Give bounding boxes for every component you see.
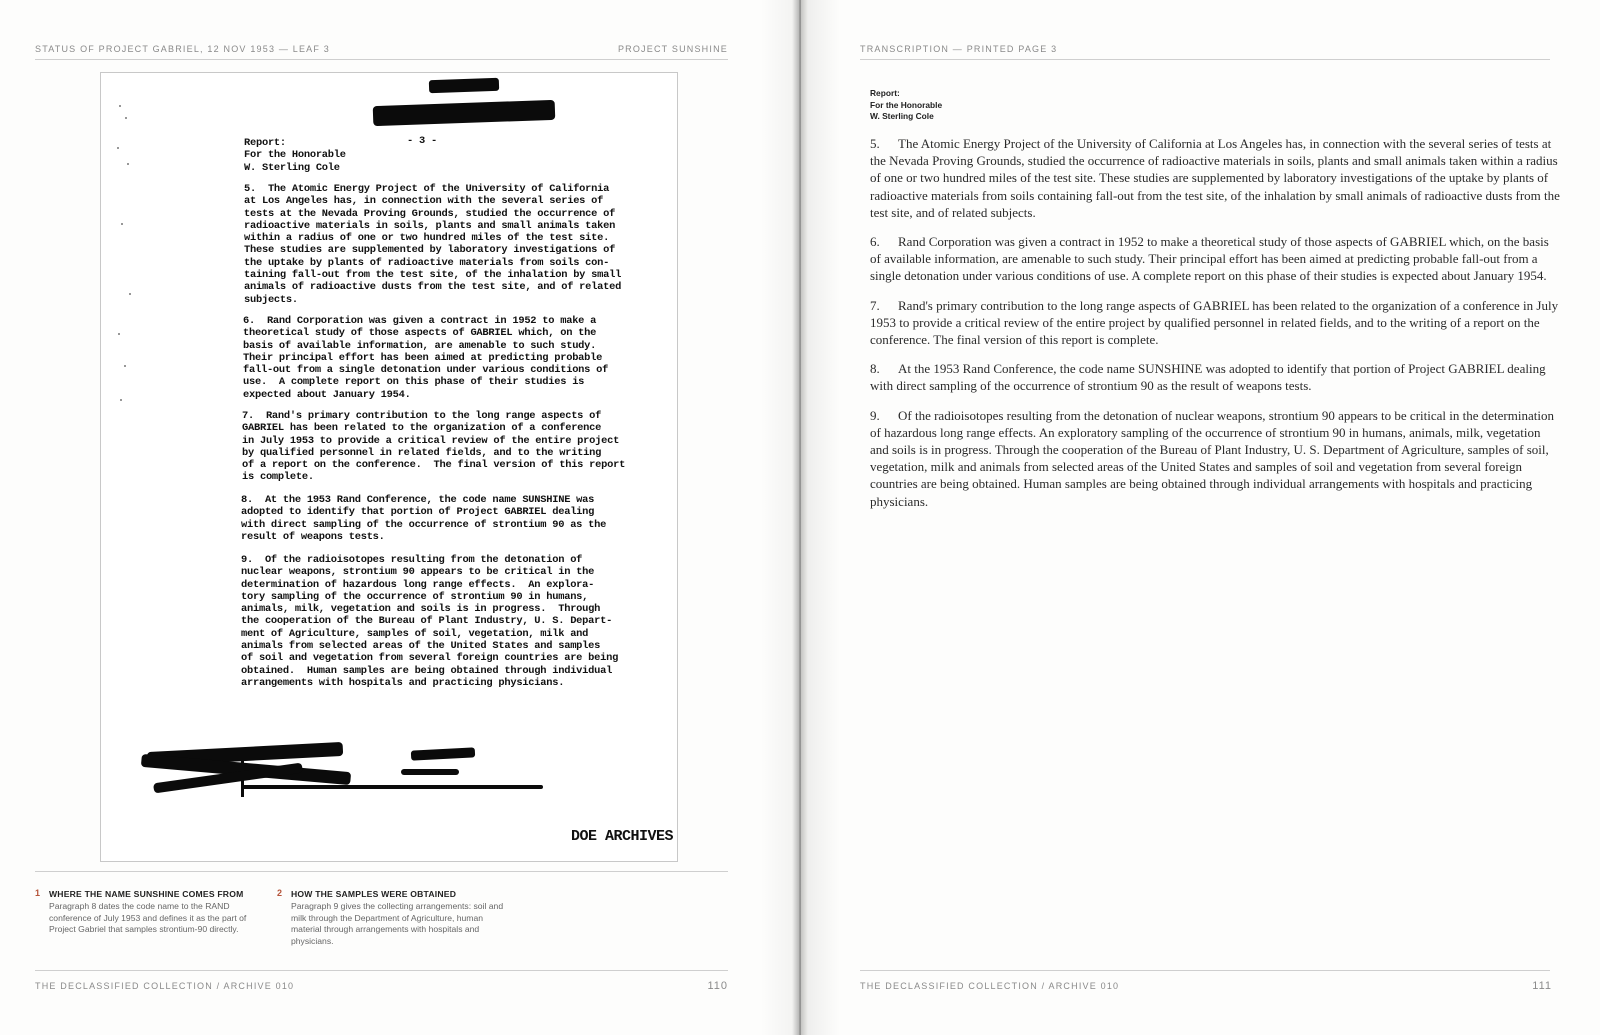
paragraph-text: At the 1953 Rand Conference, the code name SUNSHINE was adopted to identify that portion of Project GABRIEL dealing with direct sampling of the occurrence of strontium 90 as the result of weapons tests.	[870, 361, 1546, 394]
footnote-title: HOW THE SAMPLES WERE OBTAINED	[291, 889, 457, 899]
redaction-bottom-4	[411, 747, 475, 760]
footnote-title: WHERE THE NAME SUNSHINE COMES FROM	[49, 889, 244, 899]
typed-line: 6. Rand Corporation was given a contract in 1952 to make a	[243, 315, 597, 327]
footer-rule	[35, 970, 728, 971]
facsimile-paragraph-5	[244, 183, 621, 306]
typed-line: result of weapons tests.	[241, 530, 385, 543]
archive-stamp: DOE ARCHIVES	[571, 828, 674, 845]
typed-line: taining fall-out from the test site, of the inhalation by small	[244, 269, 622, 282]
typed-line: Their principal effort has been aimed at predicting probable	[243, 351, 603, 364]
redaction-top-2	[373, 100, 556, 126]
typed-line: use. A complete report on this phase of their studies is	[243, 376, 585, 389]
report-line: W. Sterling Cole	[870, 111, 934, 122]
facsimile-paragraph-6	[243, 315, 608, 401]
transcription-paragraph-7	[870, 297, 1560, 349]
report-line: W. Sterling Cole	[244, 161, 340, 174]
typed-line: radioactive materials in soils, plants and small animals taken	[244, 219, 616, 232]
typed-line: at Los Angeles has, in connection with the several series of	[244, 195, 604, 208]
header-rule	[35, 59, 728, 60]
paragraph-number: 6.	[870, 234, 880, 250]
paragraph-text: Of the radioisotopes resulting from the detonation of nuclear weapons, strontium 90 appears to be critical in the determination of hazardous long range effects. An exploratory sampling of the occurrence of strontium 90 in humans, animals, milk, vegetation and soils is in progress. Through the cooperation of the Bureau of Plant Industry, U. S. Department of Agriculture, samples of soil, vegetation, milk and animals from selected areas of the United States and samples of soil and vegetation from several foreign countries are being obtained. Human samples are being obtained through individual arrangements with hospitals and practicing physicians.	[870, 407, 1554, 509]
typed-line: the uptake by plants of radioactive materials from soils con-	[244, 256, 610, 269]
report-line: Report:	[870, 88, 900, 98]
footnote-1	[35, 888, 265, 936]
paragraph-number: 5.	[870, 136, 880, 151]
footnote-number: 1	[35, 888, 41, 898]
transcription-paragraph-8	[870, 360, 1560, 394]
redaction-top-1	[429, 78, 499, 93]
transcription-paragraph-9	[870, 407, 1560, 510]
facsimile-report-head	[244, 137, 346, 174]
typed-line: These studies are supplemented by laboratory investigations of	[244, 244, 616, 257]
transcription-body	[870, 135, 1560, 522]
typed-line: by qualified personnel in related fields, and to the writing	[242, 446, 602, 459]
typed-line: theoretical study of those aspects of GABRIEL which, on the	[243, 327, 597, 340]
running-head-right: PROJECT SUNSHINE	[617, 44, 728, 54]
typed-line: is complete.	[242, 471, 314, 484]
footnote-body: Paragraph 8 dates the code name to the RAND conference of July 1953 and defines it as the part of Project Gabriel that samples strontium-90 directly.	[49, 901, 247, 934]
typed-line: animals from selected areas of the United States and samples	[241, 640, 601, 653]
scan-specks	[115, 103, 155, 403]
header-rule	[860, 59, 1550, 60]
transcription-paragraph-5	[870, 135, 1560, 221]
footer-rule	[860, 970, 1550, 971]
redaction-bottom-7	[241, 757, 244, 797]
facsimile-paragraph-7	[242, 410, 625, 484]
typed-line: of soil and vegetation from several foreign countries are being	[241, 652, 619, 665]
page-marker: - 3 -	[407, 135, 437, 147]
typed-line: determination of hazardous long range effects. An explora-	[241, 578, 595, 591]
footer-collection: THE DECLASSIFIED COLLECTION / ARCHIVE 010	[860, 981, 1120, 991]
typed-line: in July 1953 to provide a critical review of the entire project	[242, 434, 620, 447]
report-line: Report:	[244, 137, 286, 149]
running-head-left: STATUS OF PROJECT GABRIEL, 12 NOV 1953 — LEAF 3	[35, 44, 330, 54]
typed-line: obtained. Human samples are being obtained through individual	[241, 664, 613, 677]
typed-line: animals, milk, vegetation and soils is in progress. Through	[241, 603, 601, 616]
typed-line: expected about January 1954.	[243, 388, 411, 401]
transcription-paragraph-6	[870, 233, 1560, 285]
paragraph-text: The Atomic Energy Project of the University of California at Los Angeles has, in connection with the several series of tests at the Nevada Proving Grounds, studied the occurrence of radioactive materials in soils, plants and small animals taken within a radius of one or two hundred miles of the test site. These studies are supplemented by laboratory investigations of the uptake by plants of radioactive materials from soils containing fall-out from the test site, of the inhalation by small animals of radioactive dusts from the test site, and of related subjects.	[870, 136, 1560, 220]
document-facsimile	[100, 72, 678, 862]
typed-line: animals of radioactive dusts from the test site, and of related	[244, 281, 622, 294]
facsimile-paragraph-9	[241, 554, 618, 689]
typed-line: the cooperation of the Bureau of Plant Industry, U. S. Depart-	[241, 615, 613, 628]
redaction-bottom-5	[401, 769, 459, 775]
paragraph-number: 7.	[870, 297, 880, 313]
typed-line: 9. Of the radioisotopes resulting from the detonation of	[241, 554, 583, 566]
typed-line: 5. The Atomic Energy Project of the University of California	[244, 183, 610, 195]
typed-line: subjects.	[244, 293, 298, 306]
typed-line: with direct sampling of the occurrence of strontium 90 as the	[241, 518, 607, 531]
redaction-bottom-6	[241, 785, 543, 789]
footnote-2	[277, 888, 513, 947]
typed-line: tests at the Nevada Proving Grounds, studied the occurrence of	[244, 207, 616, 220]
typed-line: basis of available information, are amenable to such study.	[243, 339, 597, 352]
notes-rule	[35, 871, 728, 872]
facsimile-paragraph-8	[241, 494, 606, 543]
paragraph-text: Rand's primary contribution to the long range aspects of GABRIEL has been related to the organization of a conference in July 1953 to provide a critical review of the entire project by qualified personnel in related fields, and to the writing of a report on the conference. The final version of this report is complete.	[870, 297, 1559, 348]
report-line: For the Honorable	[870, 99, 943, 110]
footnote-number: 2	[277, 888, 283, 898]
typed-line: 7. Rand's primary contribution to the long range aspects of	[242, 410, 602, 422]
transcription-report-head	[870, 88, 942, 123]
typed-line: nuclear weapons, strontium 90 appears to be critical in the	[241, 566, 595, 579]
report-line: For the Honorable	[244, 149, 346, 162]
typed-line: 8. At the 1953 Rand Conference, the code name SUNSHINE was	[241, 494, 595, 506]
footer-collection: THE DECLASSIFIED COLLECTION / ARCHIVE 010	[35, 981, 295, 991]
folio-number: 111	[1532, 980, 1552, 992]
folio-number: 110	[707, 980, 728, 992]
typed-line: arrangements with hospitals and practicing physicians.	[241, 676, 565, 689]
typed-line: tory sampling of the occurrence of strontium 90 in humans,	[241, 590, 589, 603]
paragraph-number: 9.	[870, 407, 880, 423]
typed-line: within a radius of one or two hundred miles of the test site.	[244, 232, 610, 245]
running-head: TRANSCRIPTION — PRINTED PAGE 3	[860, 44, 1058, 54]
typed-line: of a report on the conference. The final version of this report	[242, 459, 626, 472]
typed-line: GABRIEL has been related to the organization of a conference	[242, 422, 602, 435]
typed-line: ment of Agriculture, samples of soil, vegetation, milk and	[241, 627, 589, 640]
typed-line: adopted to identify that portion of Project GABRIEL dealing	[241, 506, 595, 519]
paragraph-number: 8.	[870, 361, 880, 377]
footnote-body: Paragraph 9 gives the collecting arrangements: soil and milk through the Department of Agriculture, human material through arrangements with hospitals and physicians.	[291, 901, 504, 946]
typed-line: fall-out from a single detonation under various conditions of	[243, 364, 609, 377]
paragraph-text: Rand Corporation was given a contract in 1952 to make a theoretical study of those aspects of GABRIEL which, on the basis of available information, are amenable to such study. Their principal effort has been aimed at predicting probable fall-out from a single detonation under various conditions of use. A complete report on this phase of their studies is expected about January 1954.	[870, 234, 1549, 284]
